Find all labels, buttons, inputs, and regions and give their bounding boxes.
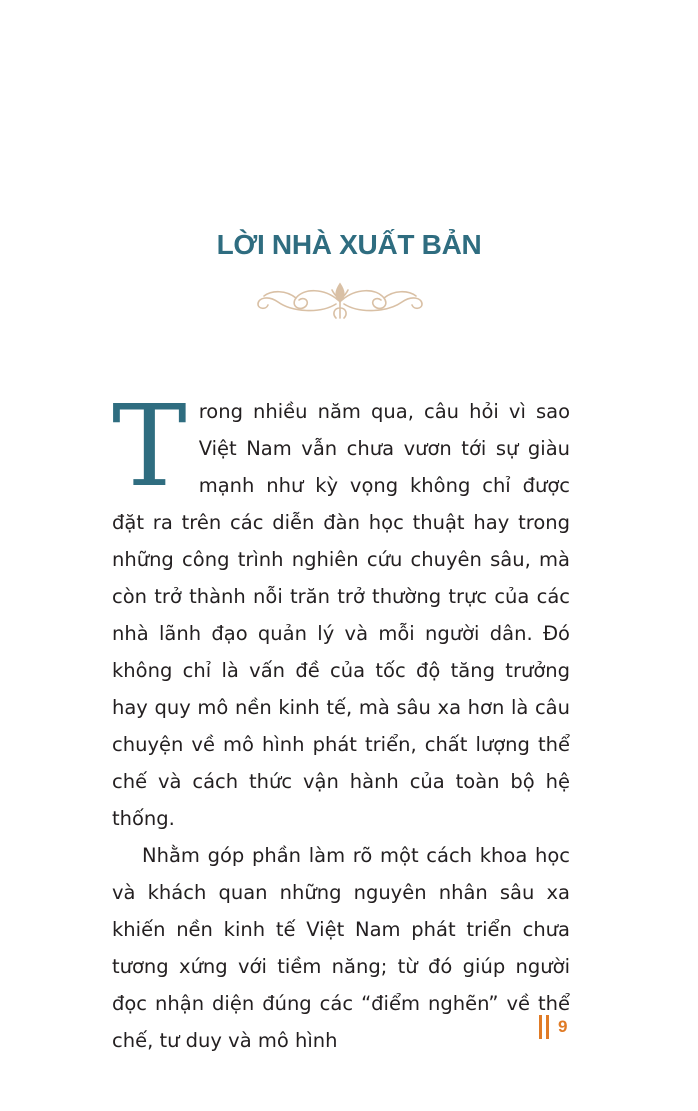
folio-bars-icon: [538, 1015, 550, 1039]
page-number: 9: [558, 1017, 568, 1036]
drop-cap: T: [112, 382, 187, 512]
paragraph-1: [112, 382, 570, 837]
paragraph-2: Nhằm góp phần làm rõ một cách khoa học và khách quan những nguyên nhân sâu xa khiến nền kinh tế Việt Nam phát triển chưa tương xứng với tiềm năng; từ đó giúp người đọc nhận diện đúng các “điểm nghẽn” về thể chế, tư duy và mô hình: [112, 844, 570, 1052]
ornamental-divider-icon: [252, 278, 428, 324]
body-text: [112, 382, 570, 1059]
paragraph-1-text: rong nhiều năm qua, câu hỏi vì sao Việt Nam vẫn chưa vươn tới sự giàu mạnh như kỳ vọng không chỉ được đặt ra trên các diễn đàn học thuật hay trong những công trình nghiên cứu chuyên sâu, mà còn trở thành nỗi trăn trở thường trực của các nhà lãnh đạo quản lý và mỗi người dân. Đó không chỉ là vấn đề của tốc độ tăng trưởng hay quy mô nền kinh tế, mà sâu xa hơn là câu chuyện về mô hình phát triển, chất lượng thể chế và cách thức vận hành của toàn bộ hệ thống.: [112, 400, 570, 830]
page-folio: [538, 1013, 567, 1041]
page-title: LỜI NHÀ XUẤT BẢN: [216, 229, 482, 260]
